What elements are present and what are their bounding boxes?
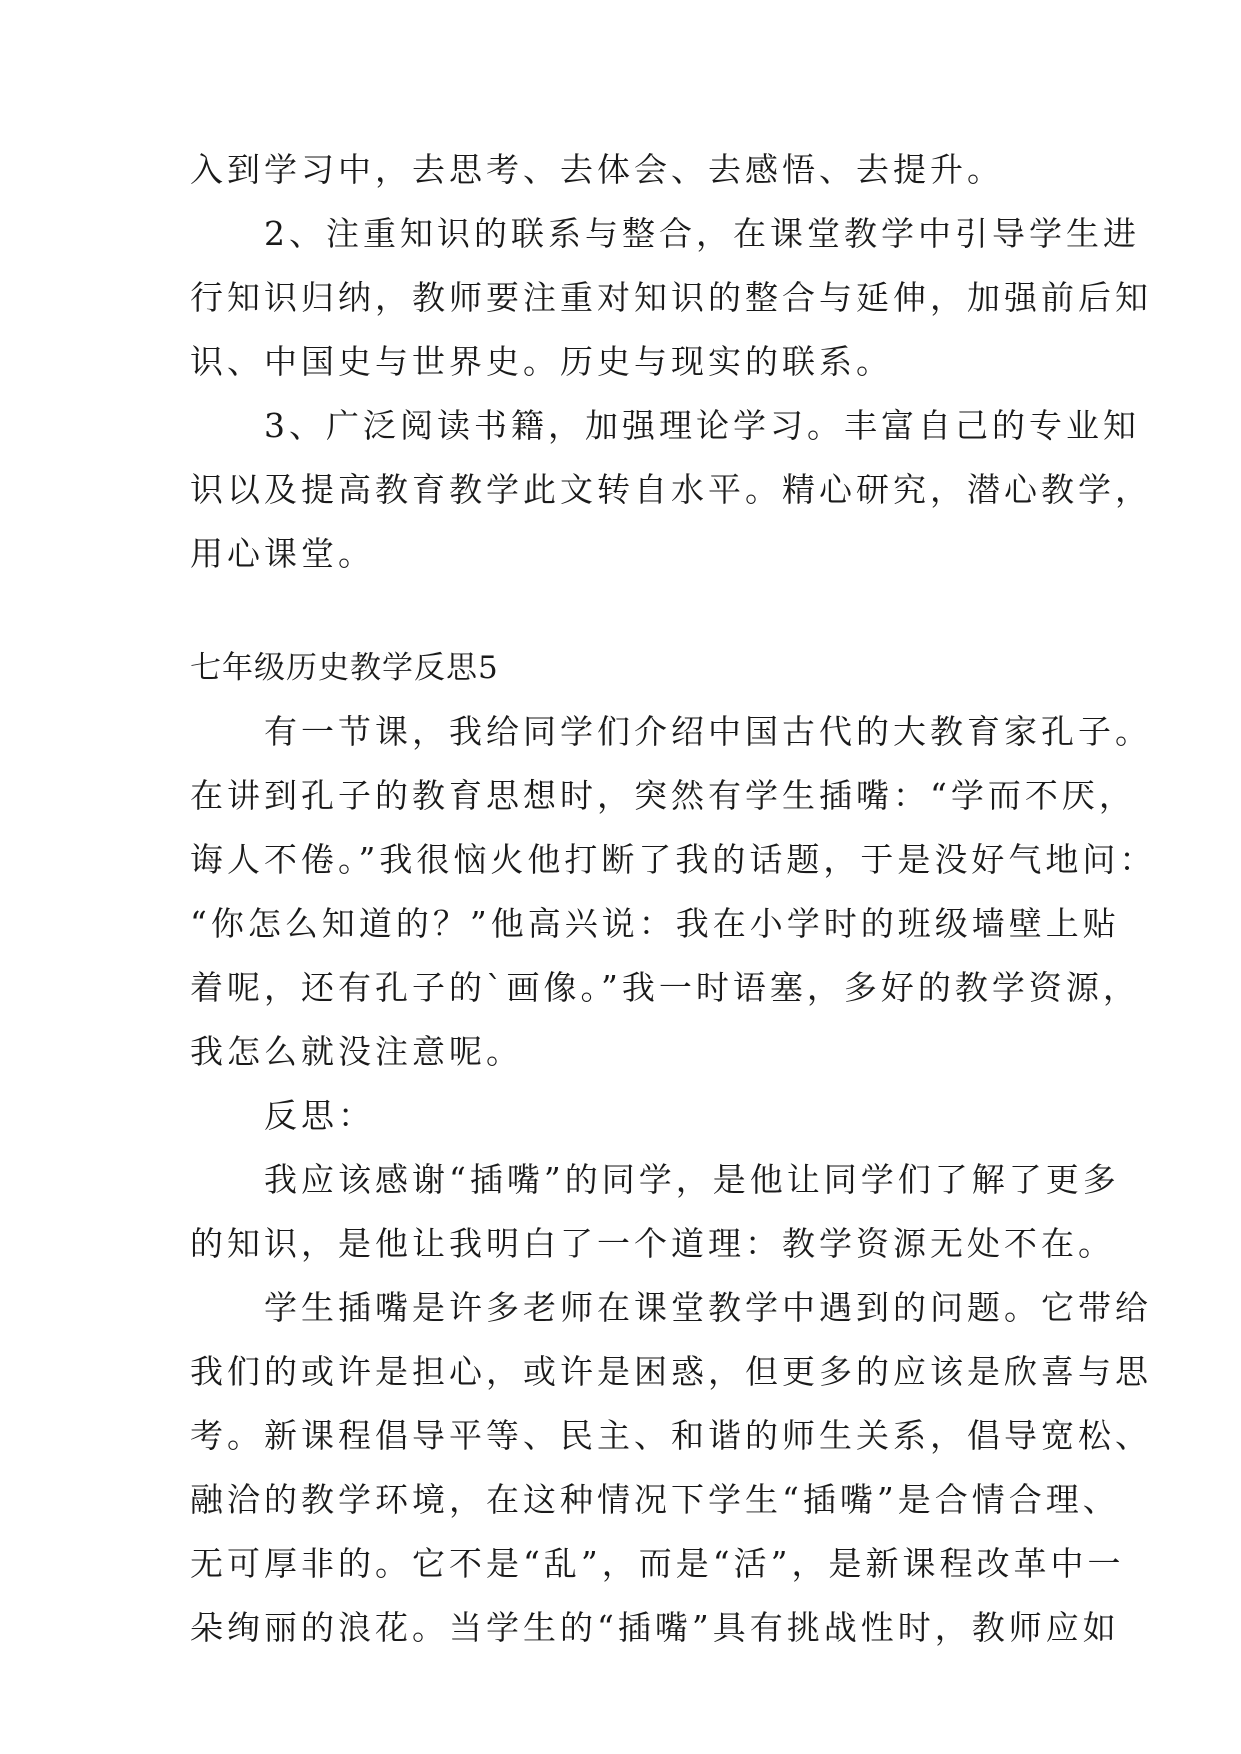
text-line: 入到学习中，去思考、去体会、去感悟、去提升。 xyxy=(190,150,1004,189)
text-line: 我们的或许是担心，或许是困惑，但更多的应该是欣喜与思 xyxy=(190,1352,1152,1391)
text-line: 考。新课程倡导平等、民主、和谐的师生关系，倡导宽松、 xyxy=(190,1416,1152,1455)
text-line: 反思： xyxy=(190,1096,375,1135)
text-line: 融洽的教学环境，在这种情况下学生“插嘴”是合情合理、 xyxy=(190,1480,1120,1519)
text-line: “你怎么知道的？”他高兴说：我在小学时的班级墙壁上贴 xyxy=(190,904,1120,943)
section-heading: 七年级历史教学反思5 xyxy=(190,650,499,686)
text-line: 3、广泛阅读书籍，加强理论学习。丰富自己的专业知 xyxy=(190,406,1140,445)
text-line: 朵绚丽的浪花。当学生的“插嘴”具有挑战性时，教师应如 xyxy=(190,1608,1120,1647)
text-line: 用心课堂。 xyxy=(190,534,375,573)
text-line: 识、中国史与世界史。历史与现实的联系。 xyxy=(190,342,893,381)
text-line: 在讲到孔子的教育思想时，突然有学生插嘴：“学而不厌， xyxy=(190,776,1136,815)
text-line: 我应该感谢“插嘴”的同学，是他让同学们了解了更多 xyxy=(190,1160,1120,1199)
text-line: 诲人不倦。”我很恼火他打断了我的话题，于是没好气地问： xyxy=(190,840,1157,879)
text-line: 2、注重知识的联系与整合，在课堂教学中引导学生进 xyxy=(190,214,1140,253)
text-line: 行知识归纳，教师要注重对知识的整合与延伸，加强前后知 xyxy=(190,278,1152,317)
text-line: 无可厚非的。它不是“乱”，而是“活”，是新课程改革中一 xyxy=(190,1544,1125,1583)
text-line: 有一节课，我给同学们介绍中国古代的大教育家孔子。 xyxy=(190,712,1152,751)
text-line: 我怎么就没注意呢。 xyxy=(190,1032,523,1071)
text-line: 着呢，还有孔子的`画像。”我一时语塞，多好的教学资源， xyxy=(190,968,1140,1007)
text-line: 识以及提高教育教学此文转自水平。精心研究，潜心教学， xyxy=(190,470,1152,509)
text-line: 学生插嘴是许多老师在课堂教学中遇到的问题。它带给 xyxy=(190,1288,1152,1327)
text-line: 的知识，是他让我明白了一个道理：教学资源无处不在。 xyxy=(190,1224,1115,1263)
